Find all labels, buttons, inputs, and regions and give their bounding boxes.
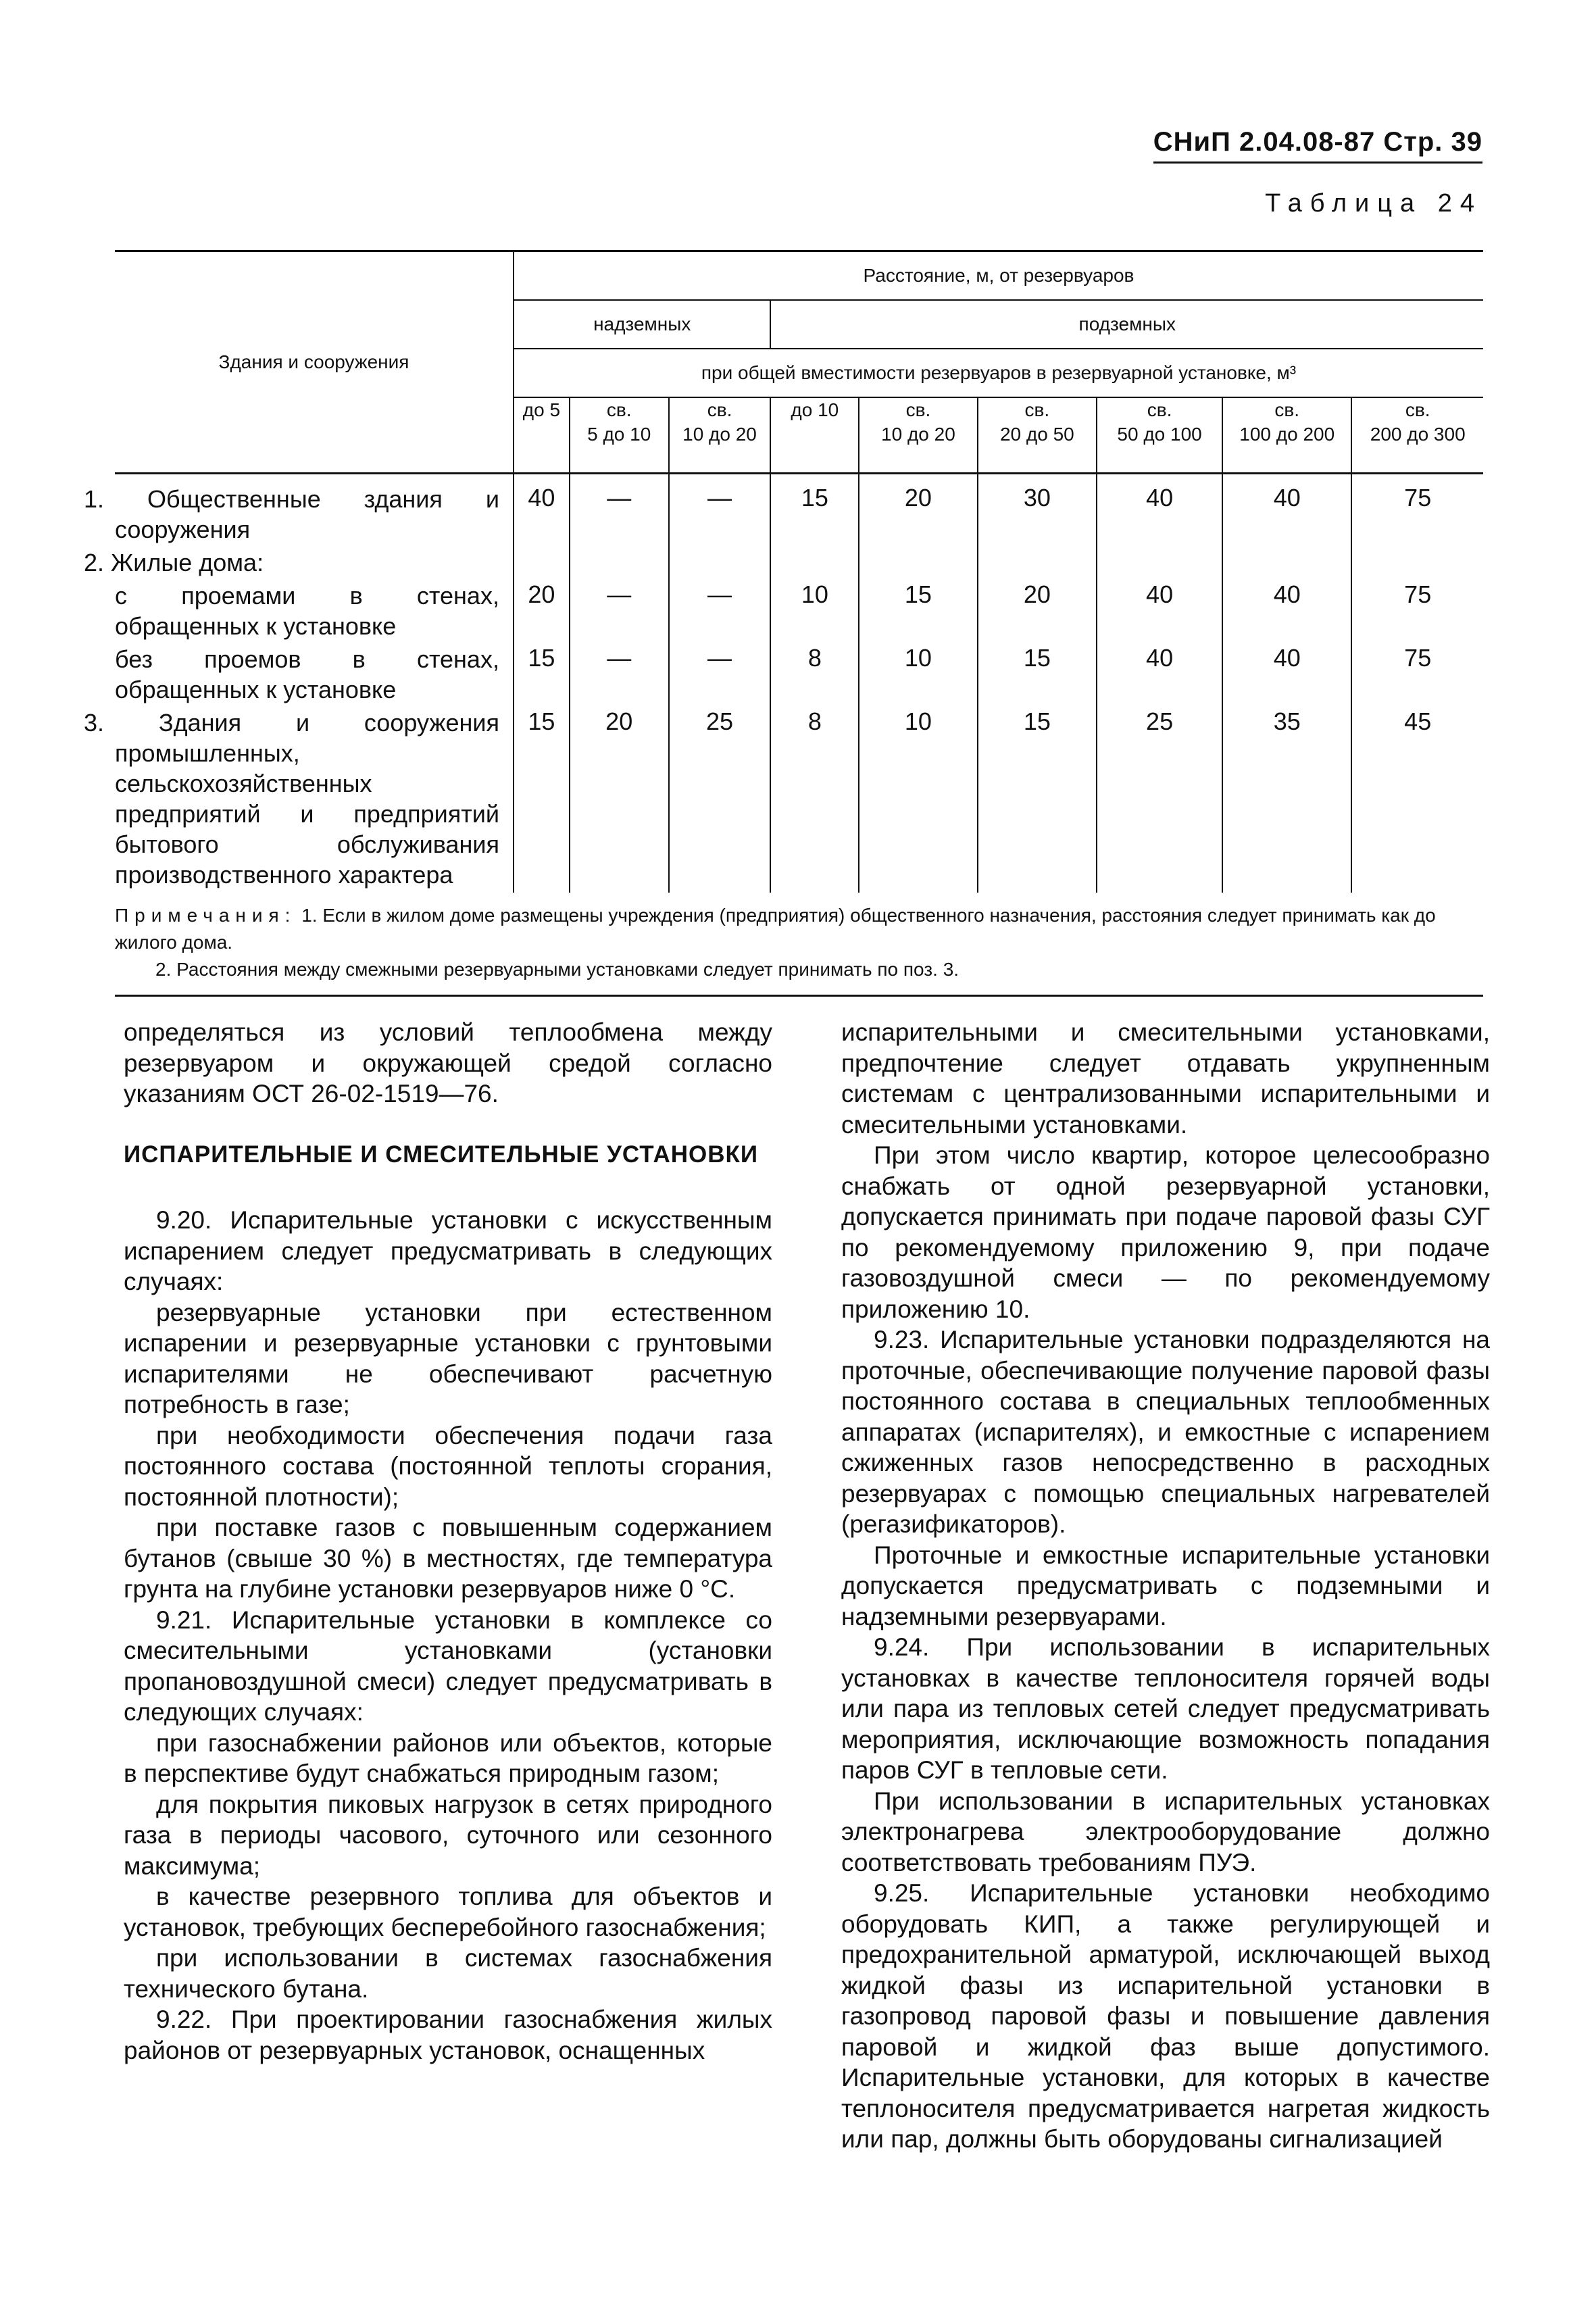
cell: —: [669, 578, 771, 641]
paragraph: При использовании в испарительных установках электронагрева электрооборудование должно соответствовать требованиям ПУЭ.: [841, 1787, 1490, 1876]
table-caption: Таблица 24: [1265, 189, 1482, 218]
cell: 20: [570, 705, 669, 893]
cell: 15: [514, 705, 570, 893]
paragraph: резервуарные установки при естественном испарении и резервуарные установки с грунтовыми испарителями не обеспечивают расчетную потребность в газе;: [124, 1298, 772, 1418]
paragraph: при газоснабжении районов или объектов, которые в перспективе будут снабжаться природным газом;: [124, 1728, 772, 1787]
paragraph: определяться из условий теплообмена между резервуаром и окружающей средой согласно указаниям ОСТ 26-02-1519—76.: [124, 1018, 772, 1107]
right-column: [841, 1017, 1490, 2155]
paragraph-9-20: 9.20. Испарительные установки с искусственным испарением следует предусматривать в следующих случаях:: [124, 1206, 772, 1295]
clause-number: 9.25.: [874, 1879, 930, 1907]
left-column: [124, 1017, 772, 2066]
note-2: 2. Расстояния между смежными резервуарными установками следует принимать по поз. 3.: [155, 959, 959, 980]
cell: 25: [669, 705, 771, 893]
underground-title: подземных: [770, 300, 1483, 349]
cell: 40: [1222, 474, 1351, 545]
paragraph: Проточные и емкостные испарительные установки допускается предусматривать с подземными и надземными резервуарами.: [841, 1541, 1490, 1631]
col-header: до 5: [514, 397, 570, 474]
cell: —: [669, 641, 771, 705]
cell: 40: [1222, 641, 1351, 705]
cell: [570, 545, 669, 578]
table-row: [115, 474, 1483, 545]
cell: 15: [514, 641, 570, 705]
row-name: с проемами в стенах, обращенных к установке: [115, 578, 514, 641]
note-1: Примечания: 1. Если в жилом доме размещены учреждения (предприятия) общественного назначения, расстояния следует принимать как до жилого дома.: [115, 905, 1436, 953]
paragraph: для покрытия пиковых нагрузок в сетях природного газа в периоды часового, суточного или сезонного максимума;: [124, 1790, 772, 1880]
table-row: [115, 578, 1483, 641]
cell: [770, 545, 859, 578]
col-header: до 10: [770, 397, 859, 474]
clause-number: 9.20.: [156, 1206, 212, 1234]
col-header: св. 50 до 100: [1097, 397, 1222, 474]
col-header: св. 100 до 200: [1222, 397, 1351, 474]
row-name: 2. Жилые дома:: [115, 545, 514, 578]
notes-label: Примечания:: [115, 905, 297, 926]
cell: [1222, 545, 1351, 578]
row-name: без проемов в стенах, обращенных к установке: [115, 641, 514, 705]
cell: 20: [514, 578, 570, 641]
paragraph: при поставке газов с повышенным содержанием бутанов (свыше 30 %) в местностях, где температура грунта на глубине установки резервуаров ниже 0 °С.: [124, 1514, 772, 1603]
paragraph-9-24: 9.24. При использовании в испарительных установках в качестве теплоносителя горячей воды или пара из тепловых сетей следует предусматривать мероприятия, исключающие возможность попадания паров СУГ в тепловые сети.: [841, 1633, 1490, 1784]
cell: [669, 545, 771, 578]
cell: 15: [859, 578, 977, 641]
cell: 35: [1222, 705, 1351, 893]
col-group-title: Здания и сооружения: [115, 251, 514, 474]
paragraph: в качестве резервного топлива для объектов и установок, требующих бесперебойного газоснабжения;: [124, 1883, 772, 1941]
paragraph: при необходимости обеспечения подачи газа постоянного состава (постоянной теплоты сгорания, постоянной плотности);: [124, 1421, 772, 1511]
table-row: [115, 705, 1483, 893]
cell: 8: [770, 641, 859, 705]
section-heading: ИСПАРИТЕЛЬНЫЕ И СМЕСИТЕЛЬНЫЕ УСТАНОВКИ: [124, 1141, 759, 1168]
table-notes: [115, 902, 1483, 983]
cell: [978, 545, 1097, 578]
clause-number: 9.23.: [874, 1326, 930, 1353]
cell: 75: [1404, 644, 1432, 672]
paragraph-9-21: 9.21. Испарительные установки в комплексе со смесительными установками (установки пропановоздушной смеси) следует предусматривать в следующих случаях:: [124, 1605, 773, 1726]
cell: 30: [978, 474, 1097, 545]
paragraph: испарительными и смесительными установками, предпочтение следует отдавать укрупненным системам с централизованными испарительными и смесительными установками.: [841, 1018, 1490, 1139]
cell: 10: [770, 578, 859, 641]
cell: 40: [1097, 578, 1222, 641]
cell: 40: [1097, 641, 1222, 705]
row-name: 3. Здания и сооружения промышленных, сельскохозяйственных предприятий и предприятий бытового обслуживания производственного характера: [115, 705, 514, 893]
table-row: [115, 641, 1483, 705]
cell: 15: [770, 474, 859, 545]
cell: 75: [1404, 484, 1432, 512]
paragraph: при использовании в системах газоснабжения технического бутана.: [124, 1944, 772, 2003]
running-head: СНиП 2.04.08-87 Стр. 39: [1153, 127, 1482, 164]
paragraph-9-25: 9.25. Испарительные установки необходимо оборудовать КИП, а также регулирующей и предохранительной арматурой, исключающей выход жидкой фазы из испарительной установки в газопровод паровой фазы и повышение давления паровой и жидкой фаз выше допустимого. Испарительные установки, для которых в качестве теплоносителя предусматривается нагретая жидкость или пар, должны быть оборудованы сигнализацией: [841, 1879, 1490, 2153]
cell: [1097, 545, 1222, 578]
cell: 10: [859, 705, 977, 893]
cell: 75: [1404, 580, 1432, 608]
cell: —: [570, 578, 669, 641]
capacity-title: при общей вместимости резервуаров в резервуарной установке, м³: [514, 349, 1483, 397]
cell: [514, 545, 570, 578]
paragraph-9-23: 9.23. Испарительные установки подразделяются на проточные, обеспечивающие получение паровой фазы постоянного состава в специальных теплообменных аппаратах (испарителях), и емкостные с испарением сжиженных газов непосредственно в расходных резервуарах с помощью специальных нагревателей (регазификаторов).: [841, 1326, 1491, 1538]
cell: 15: [978, 705, 1097, 893]
cell: 40: [514, 474, 570, 545]
distance-table: [84, 250, 1483, 893]
col-header: св. 200 до 300: [1351, 397, 1483, 474]
clause-number: 9.21.: [156, 1605, 212, 1634]
cell: 20: [859, 474, 977, 545]
cell: 40: [1222, 578, 1351, 641]
cell: —: [570, 474, 669, 545]
col-header: св. 5 до 10: [570, 397, 669, 474]
paragraph: При этом число квартир, которое целесообразно снабжать от одной резервуарной установки, допускается принимать при подаче паровой фазы СУГ по рекомендуемому приложению 9, при подаче газовоздушной смеси — по рекомендуемому приложению 10.: [841, 1141, 1490, 1323]
cell: 20: [978, 578, 1097, 641]
cell: —: [570, 641, 669, 705]
cell: 25: [1097, 705, 1222, 893]
clause-number: 9.24.: [874, 1633, 930, 1661]
cell: 45: [1404, 707, 1432, 735]
section-divider: [115, 995, 1483, 997]
paragraph-9-22: 9.22. При проектировании газоснабжения жилых районов от резервуарных установок, оснащенных: [124, 2006, 772, 2064]
above-ground-title: надземных: [514, 300, 771, 349]
cell: [1351, 545, 1483, 578]
col-header: св. 20 до 50: [978, 397, 1097, 474]
col-header: св. 10 до 20: [669, 397, 771, 474]
cell: [859, 545, 977, 578]
row-name: 1. Общественные здания и сооружения: [115, 474, 514, 545]
cell: 15: [978, 641, 1097, 705]
clause-number: 9.22.: [156, 2006, 212, 2033]
cell: —: [669, 474, 771, 545]
cell: 10: [859, 641, 977, 705]
table-row: [115, 545, 1483, 578]
cell: 40: [1097, 474, 1222, 545]
cell: 8: [770, 705, 859, 893]
col-header: св. 10 до 20: [859, 397, 977, 474]
distance-title: Расстояние, м, от резервуаров: [514, 251, 1483, 301]
